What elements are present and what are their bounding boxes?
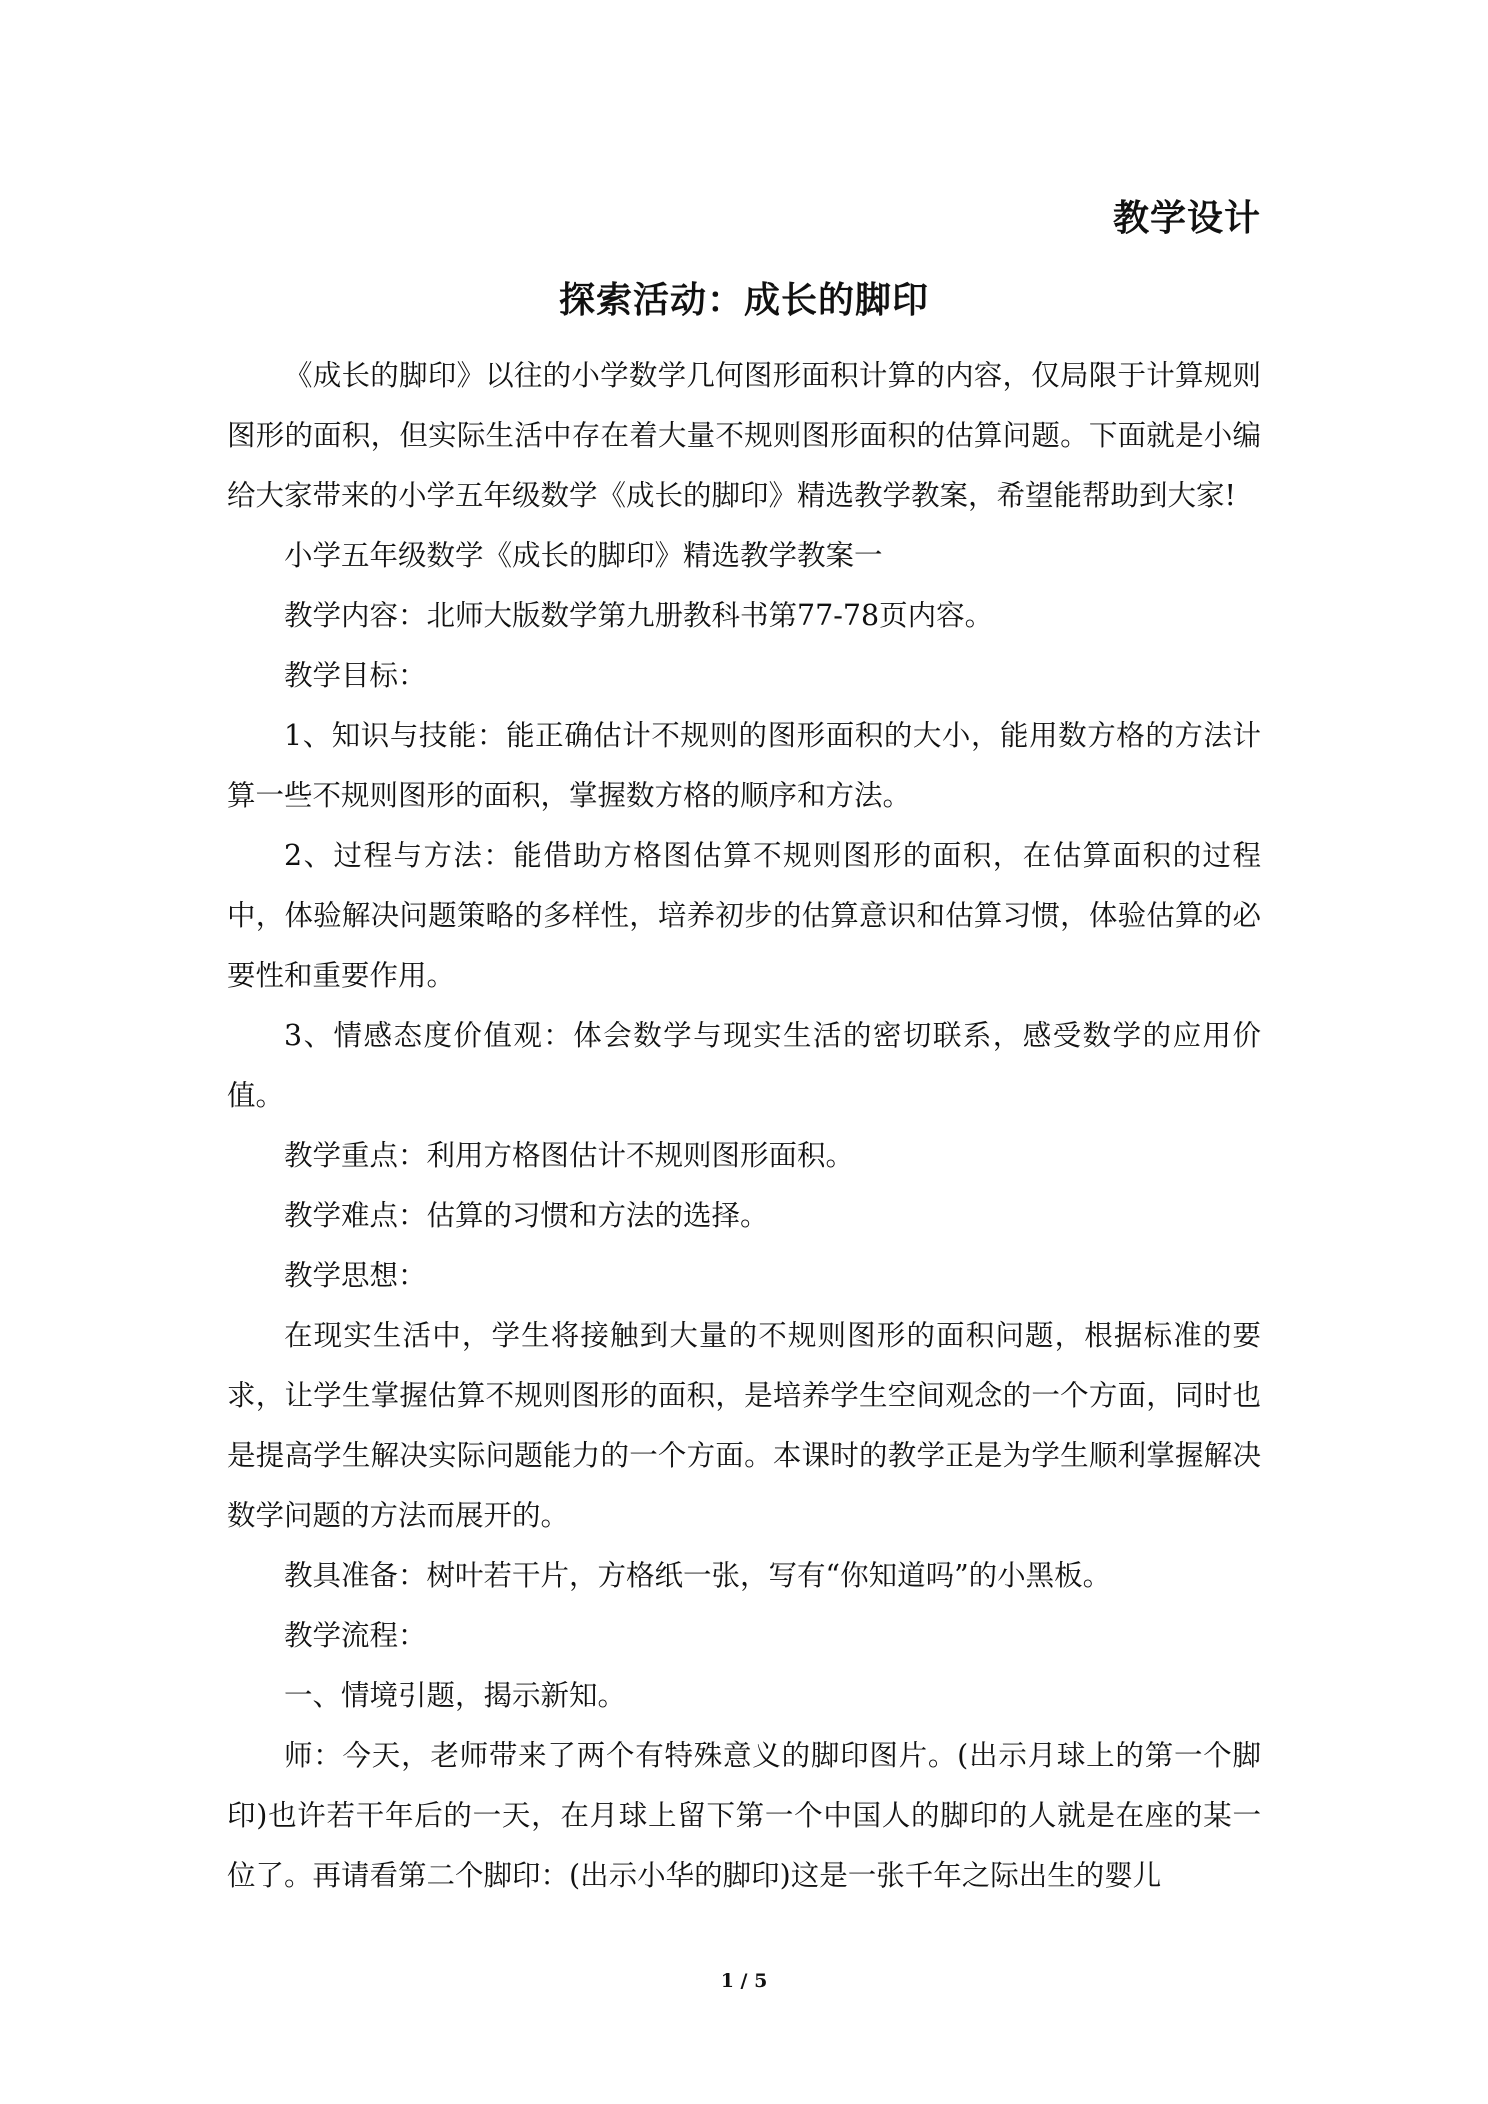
paragraph-teaching-content: 教学内容：北师大版数学第九册教科书第77-78页内容。 bbox=[284, 599, 994, 632]
paragraph-intro: 《成长的脚印》以往的小学数学几何图形面积计算的内容，仅局限于计算规则图形的面积，但实际生活中存在着大量不规则图形面积的估算问题。下面就是小编给大家带来的小学五年级数学《成长的脚印》精选教学教案，希望能帮助到大家! bbox=[227, 359, 1261, 512]
page-number: 1 / 5 bbox=[720, 1970, 768, 1992]
paragraph-goal-knowledge: 1、知识与技能：能正确估计不规则的图形面积的大小，能用数方格的方法计算一些不规则图形的面积，掌握数方格的顺序和方法。 bbox=[227, 719, 1261, 812]
paragraph-teaching-idea: 在现实生活中，学生将接触到大量的不规则图形的面积问题，根据标准的要求，让学生掌握估算不规则图形的面积，是培养学生空间观念的一个方面，同时也是提高学生解决实际问题能力的一个方面。本课时的教学正是为学生顺利掌握解决数学问题的方法而展开的。 bbox=[227, 1319, 1261, 1532]
paragraph-process-heading: 教学流程： bbox=[284, 1619, 427, 1652]
paragraph-teaching-idea-heading: 教学思想： bbox=[284, 1259, 427, 1292]
document-title: 探索活动：成长的脚印 bbox=[558, 279, 929, 321]
header-title: 教学设计 bbox=[1112, 197, 1261, 239]
paragraph-difficulty: 教学难点：估算的习惯和方法的选择。 bbox=[284, 1199, 769, 1232]
paragraph-teacher-intro: 师：今天，老师带来了两个有特殊意义的脚印图片。(出示月球上的第一个脚印)也许若干年后的一天，在月球上留下第一个中国人的脚印的人就是在座的某一位了。再请看第二个脚印：(出示小华的脚印)这是一张千年之际出生的婴儿 bbox=[227, 1739, 1261, 1892]
paragraph-section-one: 一、情境引题，揭示新知。 bbox=[284, 1679, 627, 1712]
paragraph-materials: 教具准备：树叶若干片，方格纸一张，写有“你知道吗”的小黑板。 bbox=[284, 1559, 1112, 1592]
paragraph-plan-heading: 小学五年级数学《成长的脚印》精选教学教案一 bbox=[284, 539, 883, 572]
paragraph-goal-emotion: 3、情感态度价值观：体会数学与现实生活的密切联系，感受数学的应用价值。 bbox=[227, 1019, 1261, 1112]
paragraph-key-point: 教学重点：利用方格图估计不规则图形面积。 bbox=[284, 1139, 855, 1172]
paragraph-teaching-goals-heading: 教学目标： bbox=[284, 659, 427, 692]
paragraph-goal-process: 2、过程与方法：能借助方格图估算不规则图形的面积，在估算面积的过程中，体验解决问题策略的多样性，培养初步的估算意识和估算习惯，体验估算的必要性和重要作用。 bbox=[227, 839, 1261, 992]
document-body bbox=[227, 346, 1261, 1906]
